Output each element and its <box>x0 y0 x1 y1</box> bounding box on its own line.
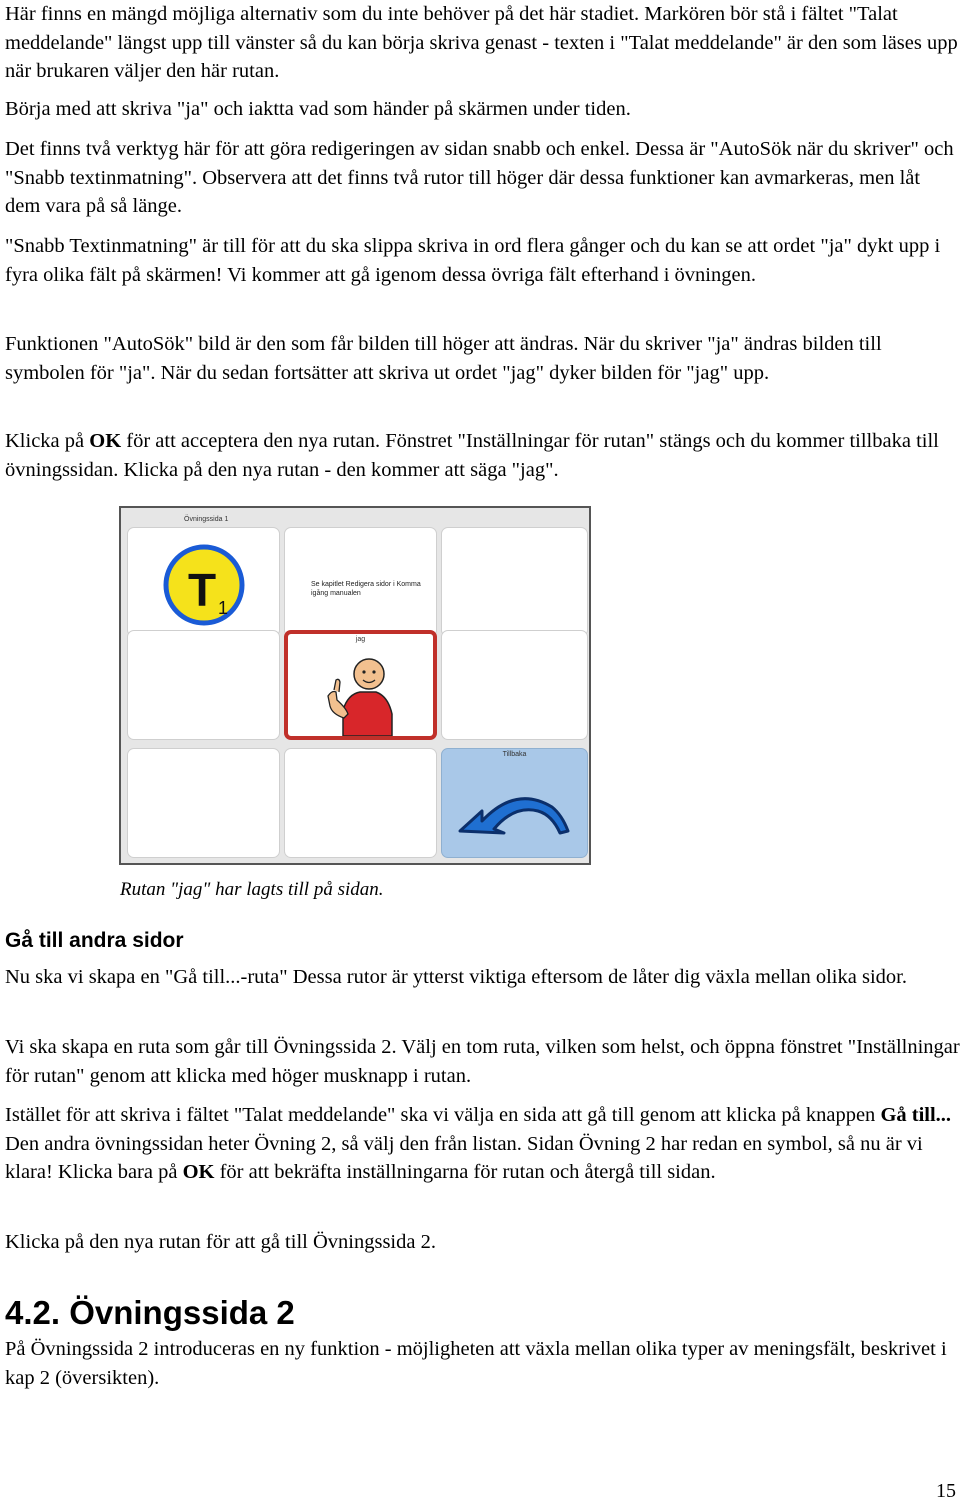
chapter-heading: 4.2. Övningssida 2 <box>5 1294 295 1331</box>
ok-label: OK <box>89 430 122 452</box>
section-heading: Gå till andra sidor <box>5 929 184 952</box>
screenshot-figure <box>119 506 591 865</box>
paragraph-intro: Här finns en mängd möjliga alternativ som du inte behöver på det här stadiet. Markören bör stå i fältet "Talat meddelande" längst upp till vänster så du kan börja skriva genast - texten i "Talat meddelande" är den som läses upp när brukaren väljer den här rutan. <box>5 3 958 82</box>
paragraph-click-new-cell: Klicka på den nya rutan för att gå till Övningssida 2. <box>5 1231 436 1253</box>
paragraph-create-cell: Vi ska skapa en ruta som går till Övningssida 2. Välj en tom ruta, vilken som helst, och öppna fönstret "Inställningar för rutan" genom att klicka med höger musknapp i rutan. <box>5 1036 960 1087</box>
paragraph-autosearch: Funktionen "AutoSök" bild är den som får bilden till höger att ändras. När du skriver "ja" ändras bilden till symbolen för "ja". När du sedan fortsätter att skriva ut ordet "jag" dyker bilden för "jag" upp. <box>5 333 882 384</box>
back-arrow-icon <box>442 749 588 858</box>
cell-empty[interactable] <box>127 630 280 740</box>
page-number: 15 <box>936 1480 956 1502</box>
text-run: Den andra övningssidan heter Övning 2, så välj den från listan. Sidan Övning 2 har redan en symbol, så nu är vi klara! Klicka bara på <box>5 1132 923 1183</box>
cell-message[interactable] <box>284 527 437 637</box>
paragraph-quick-text: "Snabb Textinmatning" är till för att du ska slippa skriva in ord flera gånger och du kan se att ordet "ja" dykt upp i fyra olika fält på skärmen! Vi kommer att gå igenom dessa övriga fält efterhand i övningen. <box>5 235 941 286</box>
text-run: Klicka på <box>5 430 90 452</box>
paragraph-goto: Nu ska vi skapa en "Gå till...-ruta" Dessa rutor är ytterst viktiga eftersom de låter dig växla mellan olika sidor. <box>5 966 907 988</box>
cell-empty[interactable] <box>441 630 588 740</box>
cell-jag[interactable] <box>284 630 437 740</box>
goto-label: Gå till... <box>880 1104 952 1126</box>
jag-label: jag <box>355 636 366 643</box>
text-run: Istället för att skriva i fältet "Talat meddelande" ska vi välja en sida att gå till genom att klicka på knappen <box>5 1104 881 1126</box>
cell-t1[interactable] <box>127 527 280 637</box>
t1-symbol-icon <box>128 528 280 637</box>
paragraph-goto-button <box>5 1101 960 1187</box>
page-title-label: Övningssida 1 <box>184 516 229 523</box>
t1-letter: T <box>188 564 217 616</box>
text-run: för att bekräfta inställningarna för rutan och återgå till sidan. <box>214 1161 716 1183</box>
paragraph-start-typing: Börja med att skriva "ja" och iaktta vad som händer på skärmen under tiden. <box>5 98 631 120</box>
cell-empty[interactable] <box>284 748 437 858</box>
cell-empty[interactable] <box>127 748 280 858</box>
ok-label: OK <box>182 1161 215 1183</box>
cell-message-text: Se kapitlet Redigera sidor i Komma igång manualen <box>311 581 421 597</box>
cell-tillbaka[interactable] <box>441 748 588 858</box>
text-run: för att acceptera den nya rutan. Fönstret "Inställningar för rutan" stängs och du kommer tillbaka till övningssidan. Klicka på den nya rutan - den kommer att säga "jag". <box>5 430 939 481</box>
paragraph-click-ok <box>5 427 960 484</box>
paragraph-exercise-2: På Övningssida 2 introduceras en ny funktion - möjligheten att växla mellan olika typer av meningsfält, beskrivet i kap 2 (översikten). <box>5 1338 947 1389</box>
person-thumbs-up-icon <box>288 634 433 736</box>
t1-sub: 1 <box>218 598 229 618</box>
paragraph-tools: Det finns två verktyg här för att göra redigeringen av sidan snabb och enkel. Dessa är "AutoSök när du skriver" och "Snabb textinmatning". Observera att det finns två rutor till höger där dessa funktioner kan avmarkeras, men låt dem vara på så länge. <box>5 138 954 217</box>
tillbaka-label: Tillbaka <box>502 751 527 758</box>
figure-caption: Rutan "jag" har lagts till på sidan. <box>120 879 384 900</box>
cell-empty[interactable] <box>441 527 588 637</box>
